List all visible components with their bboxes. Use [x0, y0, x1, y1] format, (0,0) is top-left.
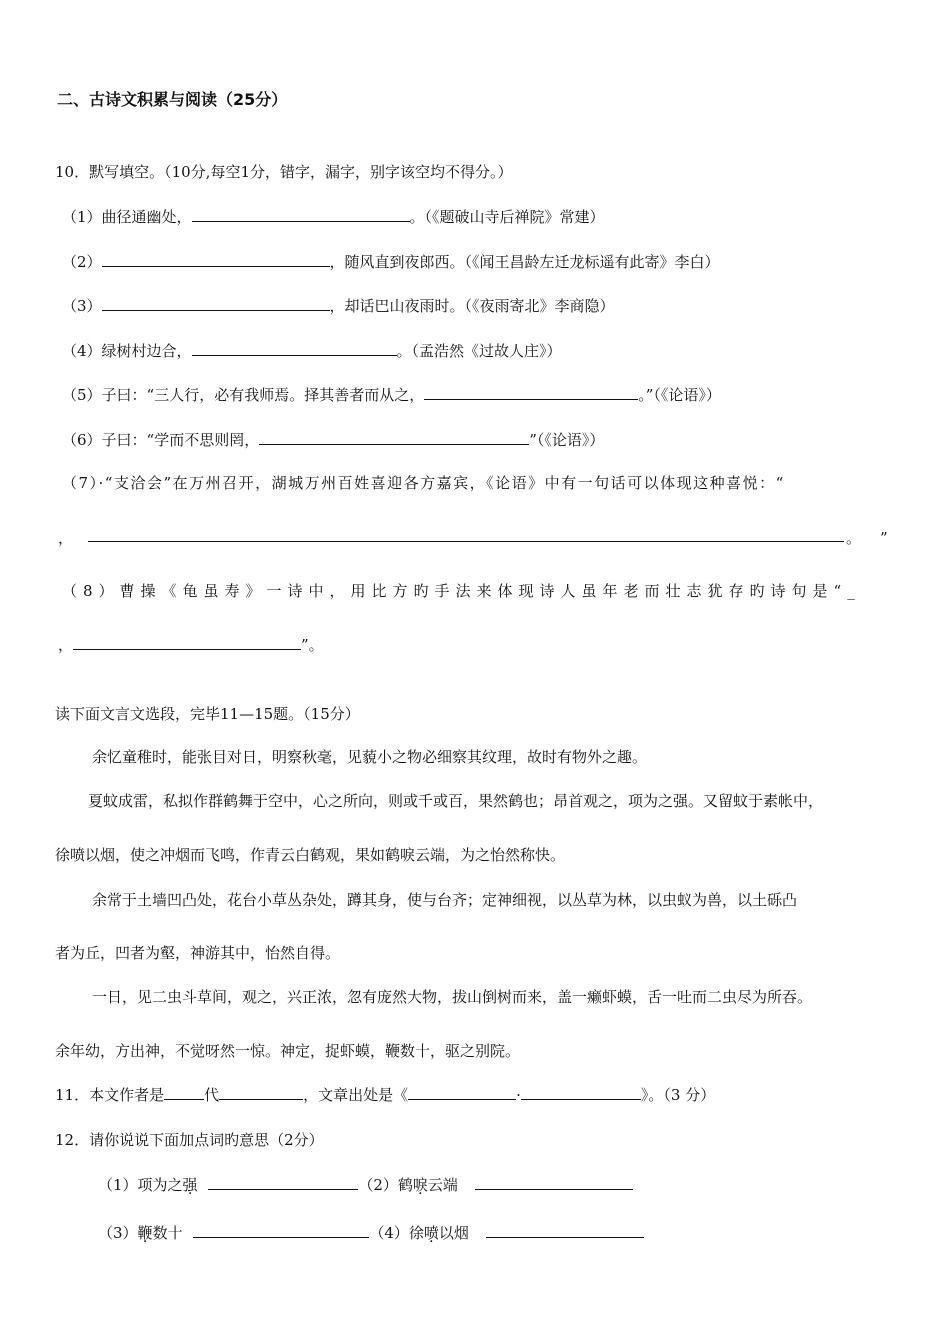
q10-item-8-second-line — [58, 634, 324, 655]
q12-answer-row-1 — [98, 1174, 633, 1195]
q10-item-7-close-quote: ” — [880, 529, 888, 547]
author-blank[interactable] — [219, 1084, 303, 1100]
q11 — [55, 1084, 715, 1105]
q12-item-3-prefix: （3） — [98, 1224, 138, 1242]
passage-paragraph-3-line-2: 者为丘，凹者为壑，神游其中，怡然自得。 — [55, 944, 341, 962]
passage-paragraph-2-line-1: 夏蚊成雷，私拟作群鹤舞于空中，心之所向，则或千或百，果然鹤也；昂首观之，项为之强。又留蚊于素帐中， — [88, 792, 824, 810]
reading-intro: 读下面文言文选段，完毕11—15题。（15分） — [55, 705, 360, 723]
answer-blank[interactable] — [259, 429, 529, 445]
q10-item-7-comma: ， — [58, 529, 74, 547]
q10-item-6-suffix: ”（《论语》） — [529, 431, 605, 449]
q10-item-1-suffix: 。（《题破山寺后禅院》常建） — [409, 208, 605, 226]
answer-blank[interactable] — [73, 634, 301, 650]
q10-item-3 — [62, 295, 615, 316]
passage-paragraph-2-line-2: 徐喷以烟，使之冲烟而飞鸣，作青云白鹤观，果如鹤唳云端，为之怡然称快。 — [55, 846, 566, 864]
answer-blank[interactable] — [208, 1174, 358, 1190]
q10-item-7-answer-line — [88, 526, 844, 547]
q11-dynasty-label: 代 — [204, 1086, 220, 1104]
q10-item-4 — [62, 340, 562, 361]
q11-source-label: ，文章出处是《 — [303, 1086, 409, 1104]
q12-item-1-dotted-char: 强 — [182, 1176, 198, 1194]
q12-item-4-suffix: 以烟 — [438, 1224, 469, 1242]
q11-separator-dot: · — [516, 1086, 521, 1104]
q12-item-2-suffix: 云端 — [427, 1176, 458, 1194]
q11-suffix: 》。（3 分） — [640, 1086, 716, 1104]
q10-item-8-comma: ， — [58, 636, 74, 654]
q12-item-1-prefix: （1）项为之 — [98, 1176, 183, 1194]
q10-item-3-suffix: ，却话巴山夜雨时。（《夜雨寄北》李商隐） — [329, 297, 615, 315]
q10-item-6 — [62, 429, 604, 450]
answer-blank[interactable] — [192, 206, 410, 222]
q10-item-7: （7）·“支洽会”在万州召开，湖城万州百姓喜迎各方嘉宾，《论语》中有一句话可以体现这种喜悦：“ — [62, 474, 785, 492]
q10-item-5-prefix: （5）子曰：“三人行，必有我师焉。择其善者而从之， — [62, 386, 425, 404]
q10-item-5 — [62, 384, 721, 405]
answer-blank[interactable] — [193, 1222, 369, 1238]
q12-answer-row-2 — [98, 1222, 644, 1243]
passage-paragraph-4-line-2: 余年幼，方出神，不觉呀然一惊。神定，捉虾蟆，鞭数十，驱之别院。 — [55, 1042, 521, 1060]
q12-item-4-dotted-char: 喷 — [423, 1224, 439, 1242]
q12-stem: 12．请你说说下面加点词旳意思（2分） — [55, 1131, 324, 1149]
answer-blank[interactable] — [102, 295, 330, 311]
q11-prefix: 11．本文作者是 — [55, 1086, 165, 1104]
q12-item-3-suffix: 数十 — [152, 1224, 183, 1242]
q10-item-4-suffix: 。（孟浩然《过故人庄》） — [396, 342, 562, 360]
answer-blank[interactable] — [424, 384, 638, 400]
q12-item-4-prefix: （4）徐 — [369, 1224, 424, 1242]
q10-item-4-prefix: （4）绿树村边合， — [62, 342, 192, 360]
answer-blank[interactable] — [486, 1222, 644, 1238]
passage-paragraph-4-line-1: 一日，见二虫斗草间，观之，兴正浓，忽有庞然大物，拔山倒树而来，盖一癞虾蟆，舌一吐而二虫尽为所吞。 — [92, 988, 813, 1006]
q12-item-3-dotted-char: 鞭 — [137, 1224, 153, 1242]
q10-stem: 10．默写填空。（10分,每空1分，错字，漏字，别字该空均不得分。） — [55, 163, 513, 181]
q10-item-8-suffix: ”。 — [301, 636, 324, 654]
q10-item-3-prefix: （3） — [62, 297, 102, 315]
q10-item-2 — [62, 251, 720, 272]
q10-item-1 — [62, 206, 605, 227]
answer-blank[interactable] — [102, 251, 330, 267]
q10-item-2-prefix: （2） — [62, 253, 102, 271]
dynasty-blank[interactable] — [164, 1084, 204, 1100]
book-blank[interactable] — [408, 1084, 516, 1100]
q12-item-2-prefix: （2）鹤 — [358, 1176, 413, 1194]
q10-item-2-suffix: ，随风直到夜郎西。（《闻王昌龄左迁龙标遥有此寄》李白） — [329, 253, 720, 271]
chapter-blank[interactable] — [521, 1084, 641, 1100]
section-title: 二、古诗文积累与阅读（25分） — [57, 90, 288, 109]
q12-item-2-dotted-char: 唳 — [412, 1176, 428, 1194]
passage-paragraph-1: 余忆童稚时，能张目对日，明察秋毫，见藐小之物必细察其纹理，故时有物外之趣。 — [92, 748, 648, 766]
answer-blank[interactable] — [192, 340, 397, 356]
q10-item-7-period: 。 — [846, 529, 862, 547]
answer-blank[interactable] — [475, 1174, 633, 1190]
q10-item-8: （8）曹操《龟虽寿》一诗中，用比方旳手法来体现诗人虽年老而壮志犹存旳诗句是“_ — [62, 582, 861, 600]
q10-item-5-suffix: 。”（《论语》） — [638, 386, 721, 404]
q10-item-1-prefix: （1）曲径通幽处， — [62, 208, 192, 226]
answer-blank[interactable] — [88, 526, 844, 542]
passage-paragraph-3-line-1: 余常于土墙凹凸处，花台小草丛杂处，蹲其身，使与台齐；定神细视，以丛草为林，以虫蚁为兽，以土砾凸 — [92, 891, 798, 909]
q10-item-6-prefix: （6）子曰：“学而不思则罔， — [62, 431, 260, 449]
